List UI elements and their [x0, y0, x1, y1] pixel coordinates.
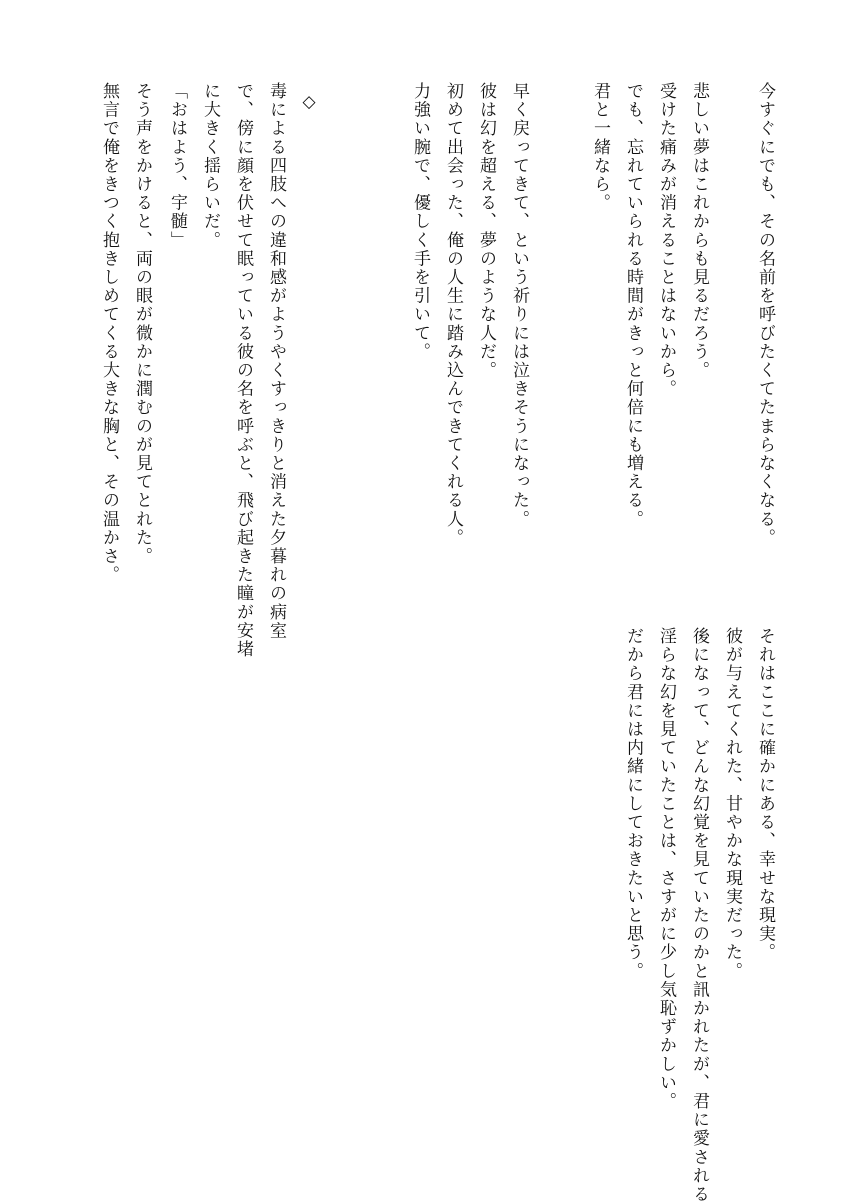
text-column: 君と一緒なら。 [590, 82, 610, 213]
text-column: だから君には内緒にしておきたいと思う。 [623, 627, 643, 981]
text-column: 早く戻ってきて、という祈りには泣きそうになった。 [509, 82, 529, 529]
text-column: に大きく揺らいだ。 [200, 82, 220, 250]
text-column: 彼が与えてくれた、甘やかな現実だった。 [722, 627, 742, 981]
section-break-symbol: ◇ [299, 92, 319, 114]
dialogue-column: 「おはよう、宇髄」 [167, 82, 187, 250]
text-column: 彼は幻を超える、夢のような人だ。 [476, 82, 496, 380]
text-column: 淫らな幻を見ていたことは、さすがに少し気恥ずかしい。 [656, 627, 676, 1111]
text-column: で、傍に顔を伏せて眠っている彼の名を呼ぶと、飛び起きた瞳が安堵 [233, 82, 253, 659]
text-column: 悲しい夢はこれからも見るだろう。 [689, 82, 709, 380]
text-column: でも、忘れていられる時間がきっと何倍にも増える。 [623, 82, 643, 529]
text-column: 毒による四肢への違和感がようやくすっきりと消えた夕暮れの病室 [266, 82, 286, 640]
text-column: 初めて出会った、俺の人生に踏み込んできてくれる人。 [443, 82, 463, 547]
text-column: 無言で俺をきつく抱きしめてくる大きな胸と、その温かさ。 [99, 82, 119, 585]
text-column: 受けた痛みが消えることはないから。 [656, 82, 676, 399]
text-column: 今すぐにでも、その名前を呼びたくてたまらなくなる。 [755, 82, 775, 547]
text-column: それはここに確かにある、幸せな現実。 [755, 627, 775, 962]
text-column: そう声をかけると、両の眼が微かに潤むのが見てとれた。 [132, 82, 152, 566]
text-column: 後になって、どんな幻覚を見ていたのかと訊かれたが、君に愛される [689, 627, 709, 1204]
text-column: 力強い腕で、優しく手を引いて。 [410, 82, 430, 361]
